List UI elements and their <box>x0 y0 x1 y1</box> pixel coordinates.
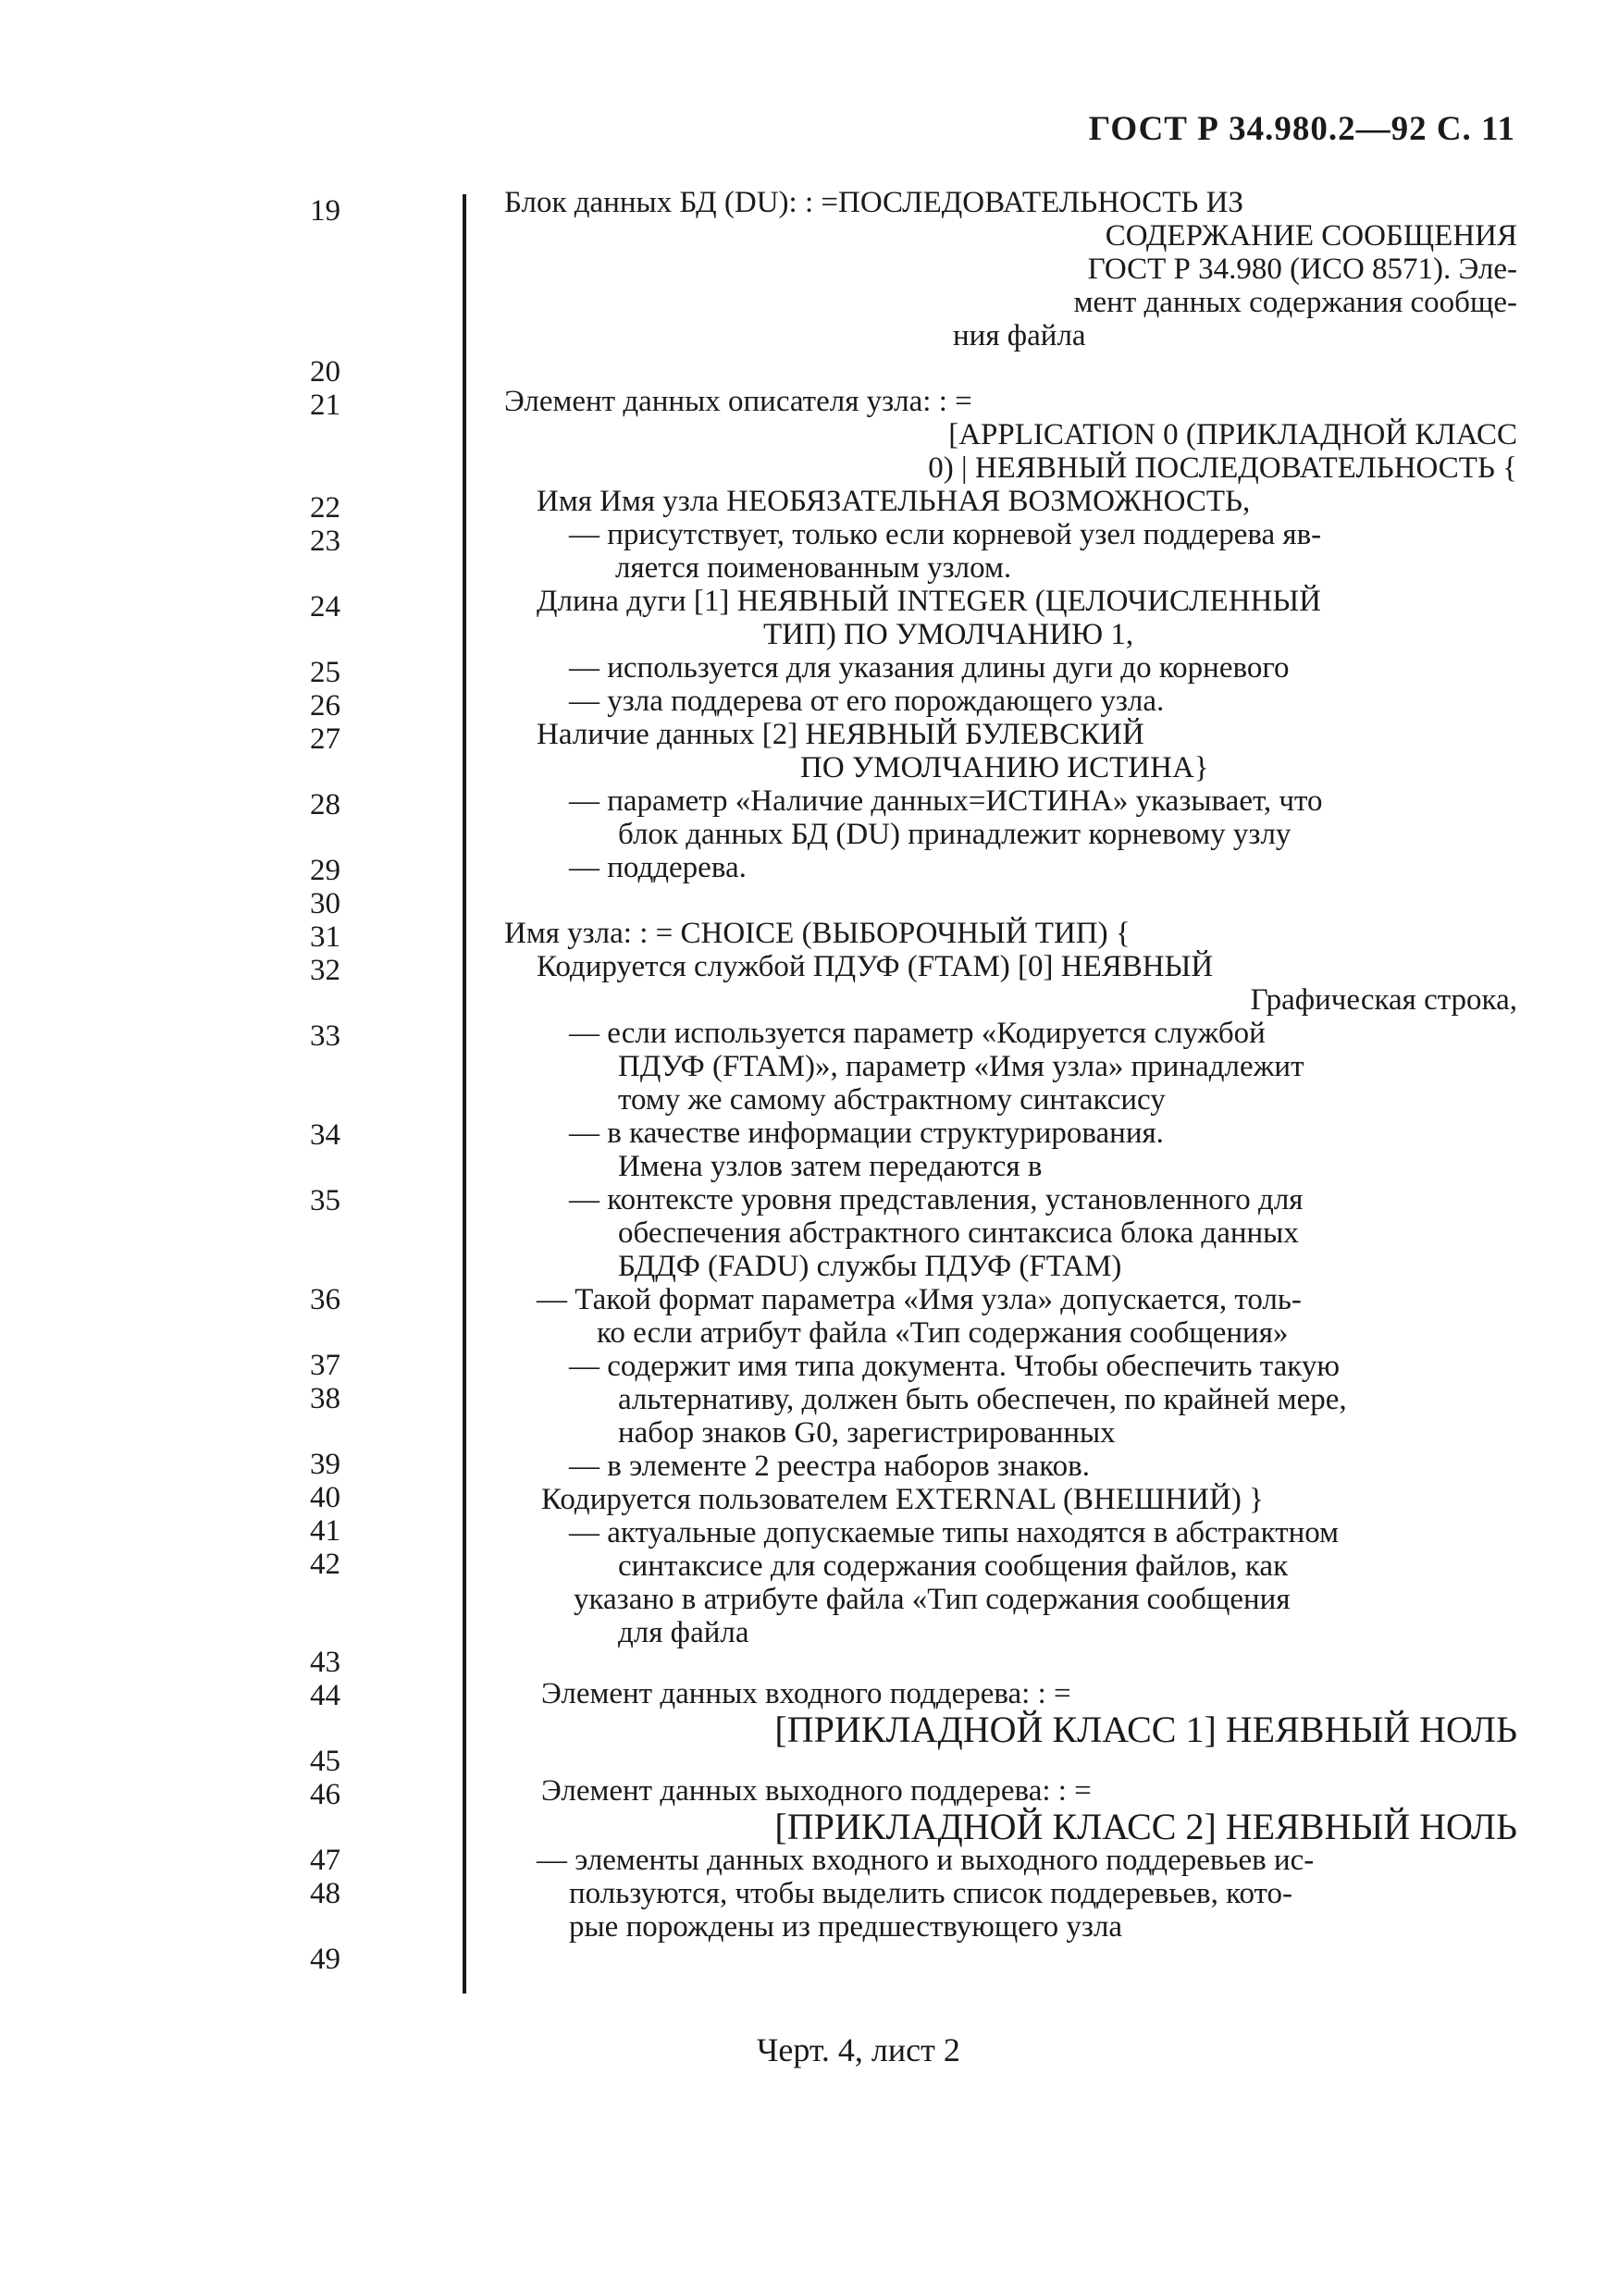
text-line: СОДЕРЖАНИЕ СООБЩЕНИЯ <box>1105 219 1517 253</box>
text-line: Кодируется пользователем EXTERNAL (ВНЕШНИЙ) } <box>541 1483 1264 1516</box>
text-line: [ПРИКЛАДНОЙ КЛАСС 2] НЕЯВНЫЙ НОЛЬ <box>774 1806 1517 1847</box>
text-line: указано в атрибуте файла «Тип содержания сообщения <box>574 1583 1291 1616</box>
text-line: ТИП) ПО УМОЛЧАНИЮ 1, <box>763 618 1134 651</box>
line-number: 37 <box>310 1349 340 1382</box>
text-line: рые порождены из предшествующего узла <box>569 1910 1123 1944</box>
line-number: 40 <box>310 1481 340 1514</box>
line-number: 36 <box>310 1283 340 1316</box>
text-line: — контексте уровня представления, установленного для <box>569 1183 1304 1216</box>
text-line: — актуальные допускаемые типы находятся в абстрактном <box>569 1516 1340 1549</box>
text-line: для файла <box>618 1616 749 1649</box>
line-number: 31 <box>310 920 340 954</box>
line-number: 22 <box>310 491 340 525</box>
line-number: 21 <box>310 389 340 422</box>
text-line: ко если атрибут файла «Тип содержания сообщения» <box>597 1316 1289 1350</box>
line-number: 43 <box>310 1646 340 1679</box>
line-number: 28 <box>310 788 340 821</box>
text-line: — элементы данных входного и выходного поддеревьев ис- <box>537 1844 1315 1877</box>
line-number: 35 <box>310 1184 340 1217</box>
text-line: — поддерева. <box>569 851 747 884</box>
text-line: Имя Имя узла НЕОБЯЗАТЕЛЬНАЯ ВОЗМОЖНОСТЬ, <box>537 485 1251 518</box>
line-number: 25 <box>310 656 340 689</box>
text-line: [APPLICATION 0 (ПРИКЛАДНОЙ КЛАСС <box>948 418 1517 451</box>
text-line: — присутствует, только если корневой узел поддерева яв- <box>569 518 1322 551</box>
line-number: 19 <box>310 194 340 228</box>
line-number: 45 <box>310 1745 340 1778</box>
text-line: ГОСТ Р 34.980 (ИСО 8571). Эле- <box>1087 253 1517 286</box>
line-number: 41 <box>310 1514 340 1548</box>
line-number: 30 <box>310 887 340 920</box>
line-number: 20 <box>310 355 340 389</box>
line-number: 34 <box>310 1118 340 1152</box>
text-line: Имя узла: : = CHOICE (ВЫБОРОЧНЫЙ ТИП) { <box>504 917 1131 950</box>
text-line: — Такой формат параметра «Имя узла» допускается, толь- <box>537 1283 1302 1316</box>
text-line: альтернативу, должен быть обеспечен, по крайней мере, <box>618 1383 1347 1416</box>
text-line: набор знаков G0, зарегистрированных <box>618 1416 1116 1450</box>
line-number: 44 <box>310 1679 340 1712</box>
text-line: — используется для указания длины дуги до корневого <box>569 651 1290 685</box>
text-line: — если используется параметр «Кодируется службой <box>569 1017 1266 1050</box>
figure-caption: Черт. 4, лист 2 <box>757 2031 960 2068</box>
text-line: 0) | НЕЯВНЫЙ ПОСЛЕДОВАТЕЛЬНОСТЬ { <box>928 451 1517 485</box>
text-line: [ПРИКЛАДНОЙ КЛАСС 1] НЕЯВНЫЙ НОЛЬ <box>774 1709 1517 1750</box>
line-number: 27 <box>310 722 340 756</box>
text-line: ния файла <box>953 319 1086 352</box>
text-line: Имена узлов затем передаются в <box>618 1150 1043 1183</box>
line-number: 46 <box>310 1778 340 1811</box>
text-line: Графическая строка, <box>1250 983 1517 1017</box>
line-number: 47 <box>310 1844 340 1877</box>
line-number: 48 <box>310 1877 340 1910</box>
text-line: ПДУФ (FTAM)», параметр «Имя узла» принадлежит <box>618 1050 1304 1083</box>
text-line: пользуются, чтобы выделить список поддеревьев, кото- <box>569 1877 1293 1910</box>
page-header: ГОСТ Р 34.980.2—92 С. 11 <box>1088 110 1515 148</box>
line-number: 26 <box>310 689 340 722</box>
text-line: тому же самому абстрактному синтаксису <box>618 1083 1166 1117</box>
line-number: 42 <box>310 1548 340 1581</box>
text-line: — узла поддерева от его порождающего узла. <box>569 685 1165 718</box>
text-line: мент данных содержания сообще- <box>1073 286 1517 319</box>
text-line: Блок данных БД (DU): : =ПОСЛЕДОВАТЕЛЬНОСТЬ ИЗ <box>504 186 1243 219</box>
line-number: 24 <box>310 590 340 623</box>
margin-vertical-rule <box>463 194 466 1994</box>
text-line: БДДФ (FADU) службы ПДУФ (FTAM) <box>618 1250 1122 1283</box>
text-line: — в качестве информации структурирования. <box>569 1117 1164 1150</box>
line-number: 38 <box>310 1382 340 1415</box>
text-line: — содержит имя типа документа. Чтобы обеспечить такую <box>569 1350 1340 1383</box>
text-line: ляется поименованным узлом. <box>615 551 1012 585</box>
text-line: синтаксисе для содержания сообщения файлов, как <box>618 1549 1289 1583</box>
text-line: Наличие данных [2] НЕЯВНЫЙ БУЛЕВСКИЙ <box>537 718 1144 751</box>
line-number: 23 <box>310 525 340 558</box>
text-line: Кодируется службой ПДУФ (FTAM) [0] НЕЯВНЫЙ <box>537 950 1214 983</box>
line-number: 32 <box>310 954 340 987</box>
text-line: Элемент данных выходного поддерева: : = <box>541 1774 1092 1808</box>
text-line: ПО УМОЛЧАНИЮ ИСТИНА} <box>800 751 1209 784</box>
text-line: — в элементе 2 реестра наборов знаков. <box>569 1450 1090 1483</box>
line-number: 29 <box>310 854 340 887</box>
line-number: 39 <box>310 1448 340 1481</box>
text-line: блок данных БД (DU) принадлежит корневому узлу <box>618 818 1291 851</box>
line-number: 33 <box>310 1019 340 1053</box>
text-line: Длина дуги [1] НЕЯВНЫЙ INTEGER (ЦЕЛОЧИСЛЕННЫЙ <box>537 585 1321 618</box>
text-line: Элемент данных входного поддерева: : = <box>541 1677 1071 1710</box>
text-line: Элемент данных описателя узла: : = <box>504 385 972 418</box>
text-line: обеспечения абстрактного синтаксиса блока данных <box>618 1216 1299 1250</box>
line-number: 49 <box>310 1943 340 1976</box>
text-line: — параметр «Наличие данных=ИСТИНА» указывает, что <box>569 784 1323 818</box>
